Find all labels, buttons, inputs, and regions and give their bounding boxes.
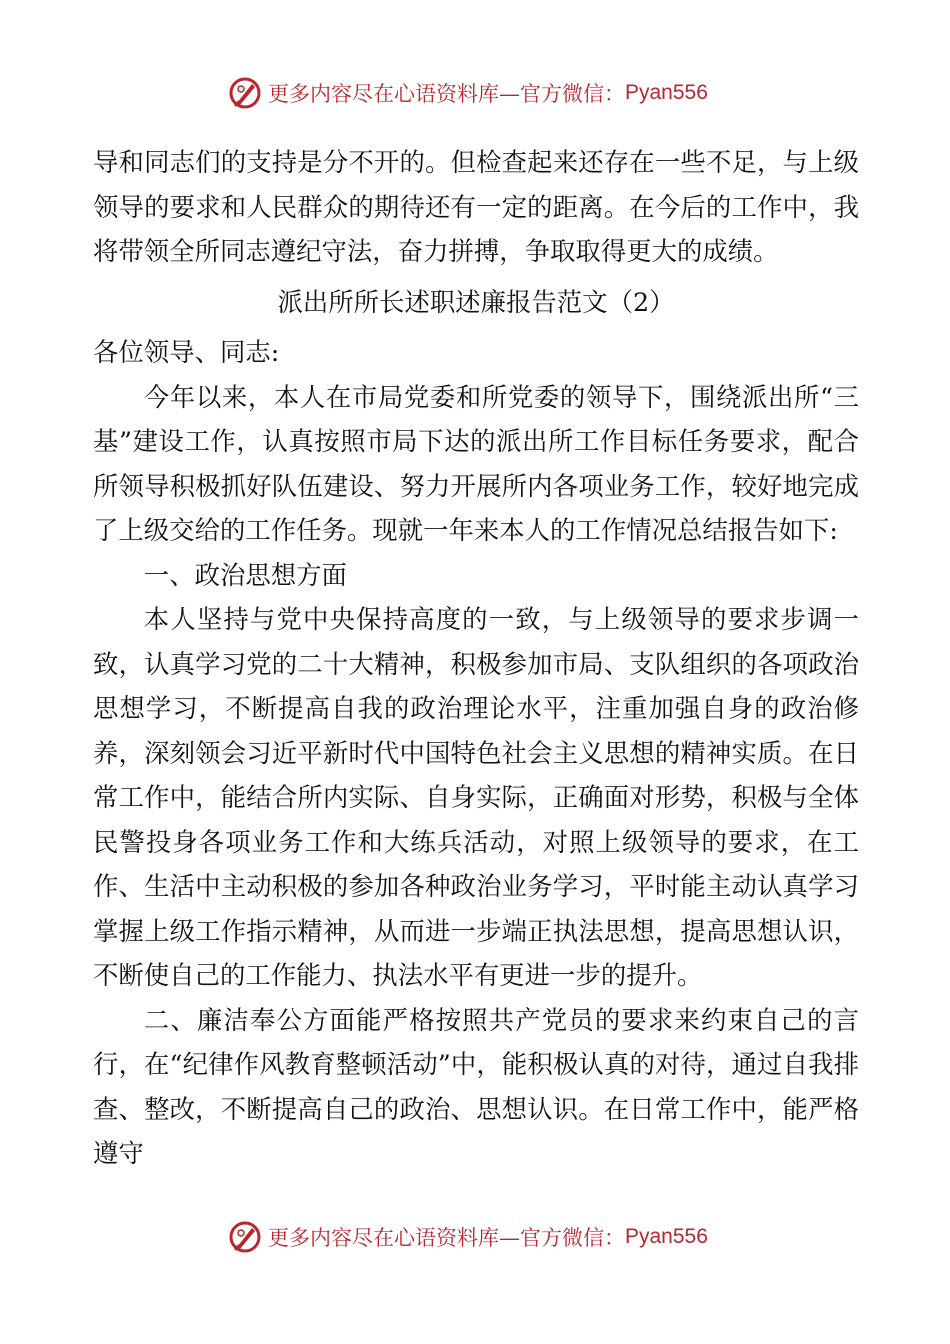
- section-integrity-paragraph: 二、廉洁奉公方面能严格按照共产党员的要求来约束自己的言行，在“纪律作风教育整顿活动”中，能积极认真的对待，通过自我排查、整改，不断提高自己的政治、思想认识。在日常工作中，能严格遵守: [93, 1004, 859, 1168]
- continuation-paragraph: 导和同志们的支持是分不开的。但检查起来还存在一些不足，与上级领导的要求和人民群众的期待还有一定的距离。在今后的工作中，我将带领全所同志遵纪守法，奋力拼搏，争取取得更大的成绩。: [93, 147, 859, 266]
- document-body: [93, 140, 859, 1176]
- banner-text: 更多内容尽在心语资料库—官方微信：: [268, 1226, 625, 1250]
- quill-pen-logo-icon: [228, 76, 262, 110]
- section-heading-politics: 一、政治思想方面: [143, 559, 347, 590]
- salutation: 各位领导、同志:: [93, 337, 280, 367]
- banner-text: 更多内容尽在心语资料库—官方微信：: [268, 82, 625, 106]
- footer-banner[interactable]: [228, 1217, 748, 1257]
- quill-pen-logo-icon: [228, 1220, 262, 1254]
- document-title: 派出所所长述职述廉报告范文（2）: [277, 286, 675, 317]
- banner-wechat-id: Pyan556: [625, 1225, 708, 1248]
- intro-paragraph: 今年以来，本人在市局党委和所党委的领导下，围绕派出所“三基”建设工作，认真按照市局下达的派出所工作目标任务要求，配合所领导积极抓好队伍建设、努力开展所内各项业务工作，较好地完成了上级交给的工作任务。现就一年来本人的工作情况总结报告如下:: [93, 381, 859, 545]
- header-banner[interactable]: [228, 73, 748, 113]
- banner-wechat-id: Pyan556: [625, 81, 708, 104]
- section-politics-paragraph: 本人坚持与党中央保持高度的一致，与上级领导的要求步调一致，认真学习党的二十大精神，积极参加市局、支队组织的各项政治思想学习，不断提高自我的政治理论水平，注重加强自身的政治修养，深刻领会习近平新时代中国特色社会主义思想的精神实质。在日常工作中，能结合所内实际、自身实际，正确面对形势，积极与全体民警投身各项业务工作和大练兵活动，对照上级领导的要求，在工作、生活中主动积极的参加各种政治业务学习，平时能主动认真学习掌握上级工作指示精神，从而进一步端正执法思想，提高思想认识，不断使自己的工作能力、执法水平有更进一步的提升。: [93, 604, 859, 990]
